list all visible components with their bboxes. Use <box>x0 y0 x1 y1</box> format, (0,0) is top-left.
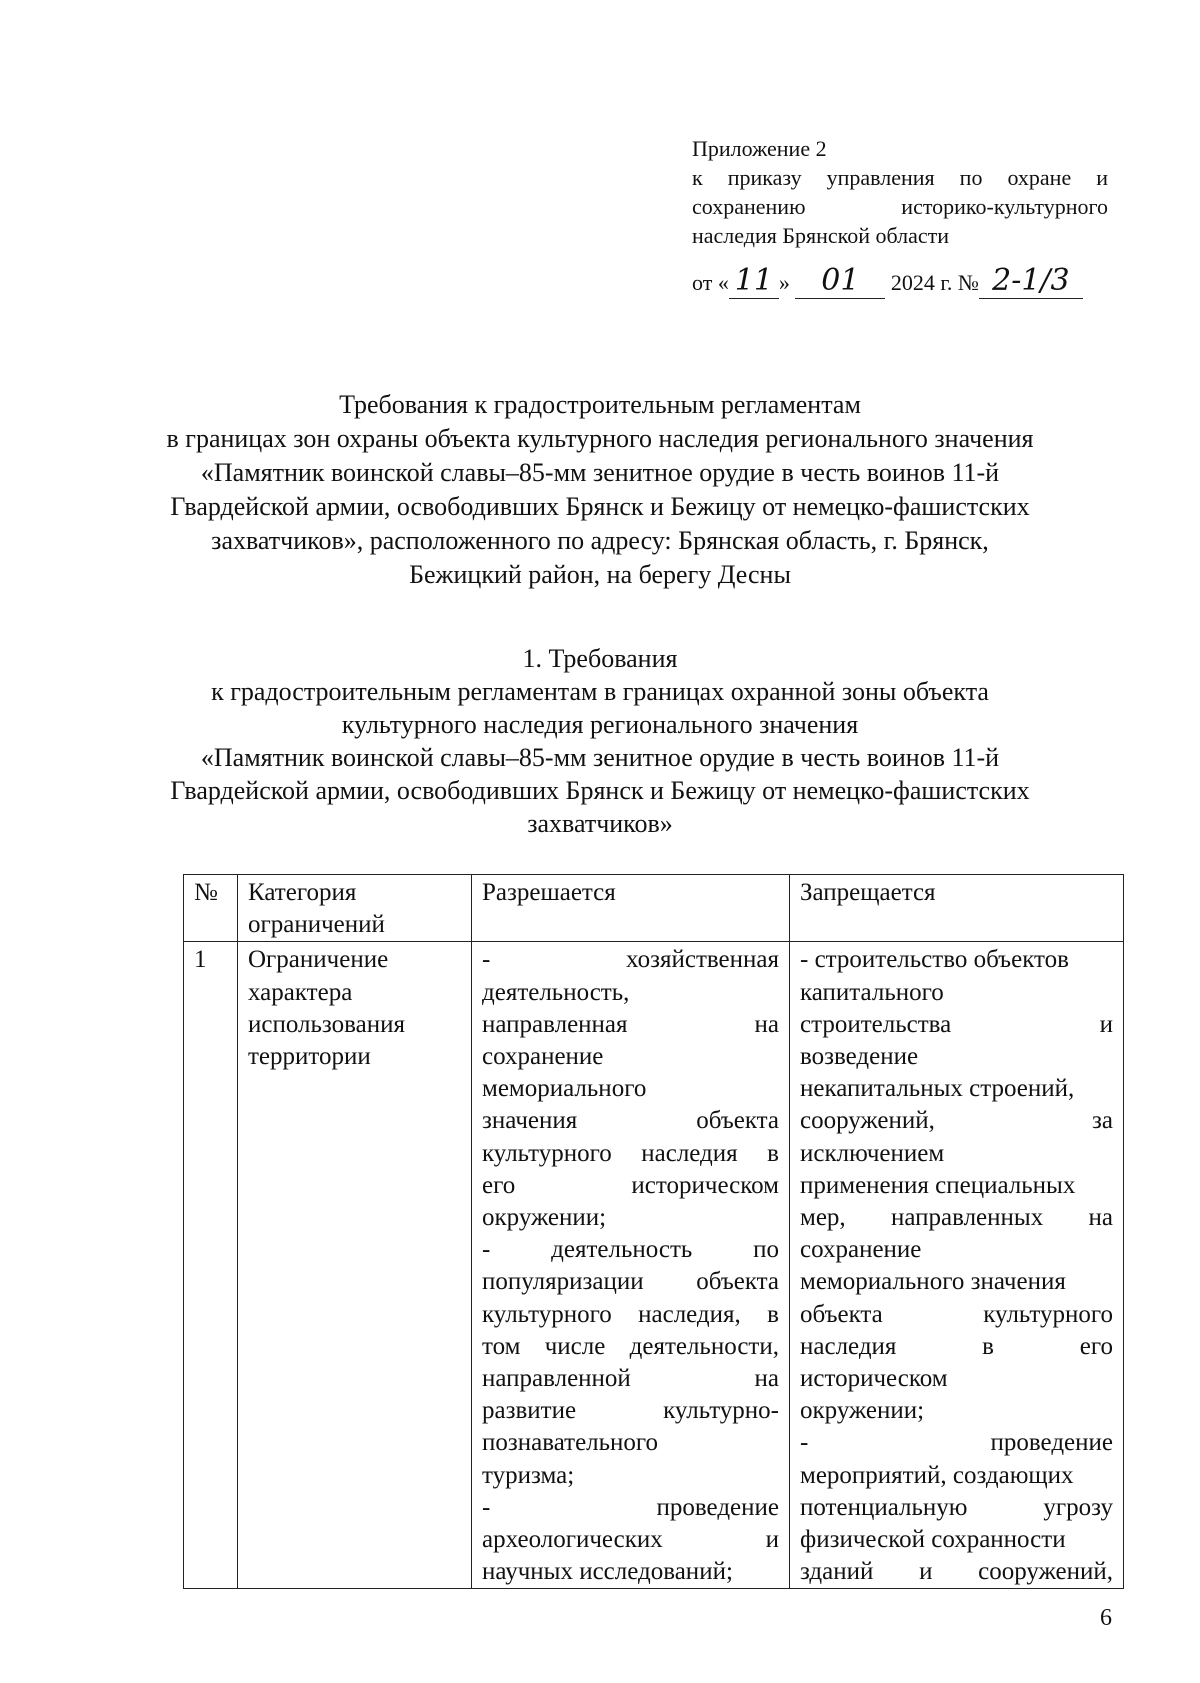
table-row <box>184 942 1124 1589</box>
section-line: захватчиков» <box>527 809 673 838</box>
cell-line: - проведение <box>482 1493 779 1521</box>
cell-line: сохранение <box>482 1043 604 1071</box>
cell-line: физической сохранности <box>800 1526 1066 1554</box>
order-number: 2-1/3 <box>979 268 1083 299</box>
order-prefix: от « <box>692 270 729 295</box>
row-forbidden <box>790 942 1124 1589</box>
cell-line: возведение <box>800 1043 919 1071</box>
cell-line: объекта культурного <box>800 1300 1113 1328</box>
section-line: 1. Требования <box>522 644 678 673</box>
title-line: Требования к градостроительным регламентам <box>339 390 861 419</box>
appendix-line: Приложение 2 <box>692 136 827 161</box>
cell-line: мер, направленных на <box>800 1204 1113 1232</box>
row-allowed <box>472 942 790 1589</box>
cell-line: направленной на <box>482 1365 779 1393</box>
cell-line: развитие культурно- <box>482 1397 779 1425</box>
appendix-line: сохранению историко-культурного <box>692 194 1108 219</box>
cell-line: окружении; <box>482 1204 607 1232</box>
header-category: Категория ограничений <box>238 875 472 942</box>
cell-line: деятельность, <box>482 978 630 1006</box>
title-line: захватчиков», расположенного по адресу: Брянская область, г. Брянск, <box>211 526 989 555</box>
title-line: Гвардейской армии, освободивших Брянск и Бежицу от немецко-фашистских <box>170 492 1030 521</box>
document-title <box>150 388 1050 592</box>
order-date-number <box>692 263 1132 299</box>
row-number: 1 <box>184 942 238 1589</box>
cell-line: - хозяйственная <box>482 946 779 974</box>
cell-line: направленная на <box>482 1010 779 1038</box>
order-year: 2024 г. № <box>890 270 979 295</box>
cell-line: зданий и сооружений, <box>800 1558 1113 1586</box>
section-line: к градостроительным регламентам в границах охранной зоны объекта <box>211 677 989 706</box>
cell-line: окружении; <box>800 1397 925 1425</box>
cell-line: научных исследований; <box>482 1558 733 1586</box>
cell-line: мемориального <box>482 1075 647 1103</box>
section-line: культурного наследия регионального значения <box>341 710 859 739</box>
cell-line: том числе деятельности, <box>482 1332 779 1360</box>
cell-line: археологических и <box>482 1526 779 1554</box>
page-number: 6 <box>1100 1605 1112 1631</box>
cell-line: исключением <box>800 1139 945 1167</box>
order-month: 01 <box>795 268 885 299</box>
header-allowed: Разрешается <box>472 875 790 942</box>
cell-line: его историческом <box>482 1171 779 1199</box>
cell-line: мемориального значения <box>800 1268 1066 1296</box>
cell-line: капитального <box>800 978 944 1006</box>
cell-line: применения специальных <box>800 1171 1076 1199</box>
cell-line: культурного наследия, в <box>482 1300 779 1328</box>
section-line: «Памятник воинской славы–85-мм зенитное орудие в честь воинов 11-й <box>200 743 1000 772</box>
cell-line: некапитальных строений, <box>800 1075 1075 1103</box>
cell-line: туризма; <box>482 1461 575 1489</box>
cell-line: популяризации объекта <box>482 1268 779 1296</box>
cell-line: строительства и <box>800 1010 1113 1038</box>
requirements-table <box>183 874 1124 1589</box>
appendix-header <box>692 134 1108 250</box>
appendix-line: наследия Брянской области <box>692 223 950 248</box>
cell-line: мероприятий, создающих <box>800 1461 1074 1489</box>
appendix-line: к приказу управления по охране и <box>692 165 1108 190</box>
cell-line: - деятельность по <box>482 1236 779 1264</box>
cell-line: значения объекта <box>482 1107 779 1135</box>
order-day: 11 <box>729 268 779 299</box>
table-header-row <box>184 875 1124 942</box>
cell-line: историческом <box>800 1365 948 1393</box>
order-mid: » <box>778 270 790 295</box>
cell-line: сооружений, за <box>800 1107 1113 1135</box>
cell-line: наследия в его <box>800 1332 1113 1360</box>
section-heading <box>150 642 1050 840</box>
cell-line: познавательного <box>482 1429 659 1457</box>
header-number: № <box>184 875 238 942</box>
title-line: Бежицкий район, на берегу Десны <box>409 560 791 589</box>
cell-line: потенциальную угрозу <box>800 1493 1113 1521</box>
cell-line: культурного наследия в <box>482 1139 779 1167</box>
row-category: Ограничение характера использования территории <box>238 942 472 1589</box>
title-line: в границах зон охраны объекта культурного наследия регионального значения <box>166 424 1034 453</box>
cell-line: - строительство объектов <box>800 946 1069 974</box>
section-line: Гвардейской армии, освободивших Брянск и Бежицу от немецко-фашистских <box>170 776 1030 805</box>
title-line: «Памятник воинской славы–85-мм зенитное орудие в честь воинов 11-й <box>200 458 1000 487</box>
cell-line: сохранение <box>800 1236 922 1264</box>
cell-line: - проведение <box>800 1429 1113 1457</box>
header-forbidden: Запрещается <box>790 875 1124 942</box>
